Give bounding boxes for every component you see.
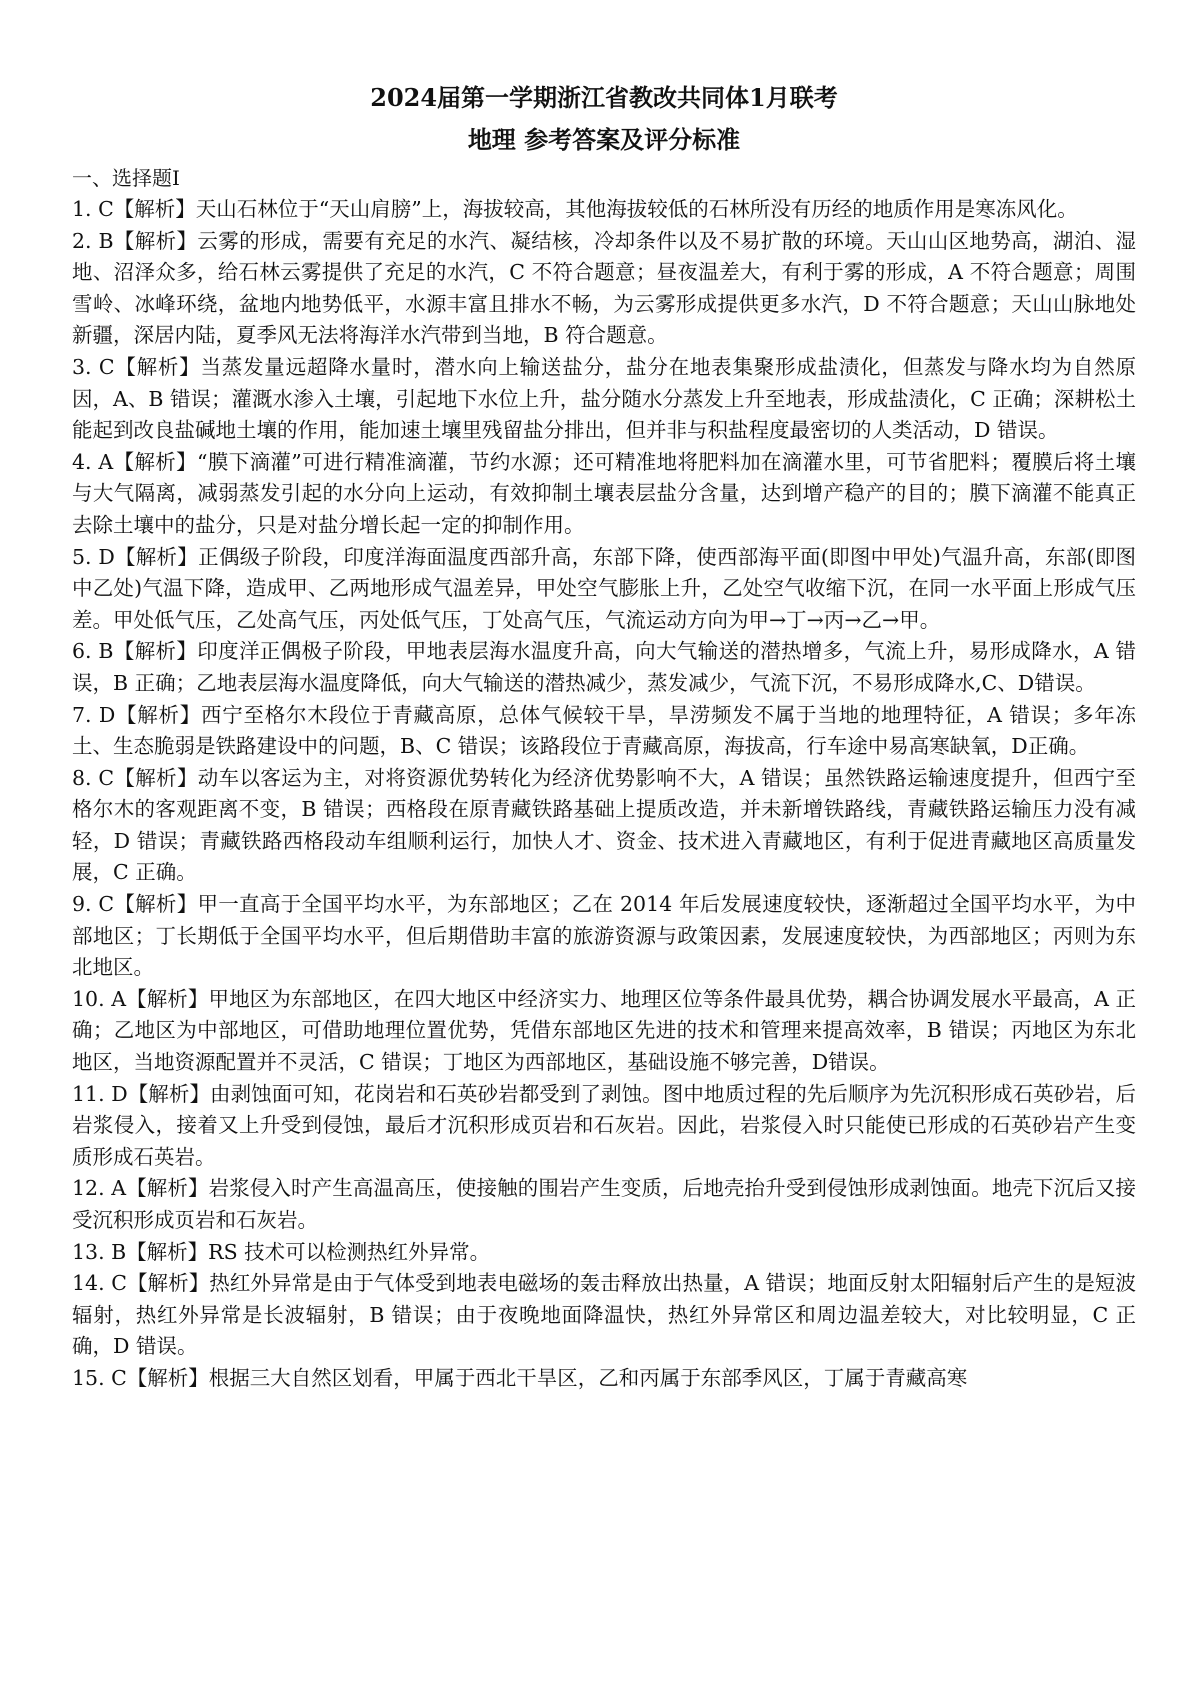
answer-item-9: 9. C【解析】甲一直高于全国平均水平，为东部地区；乙在 2014 年后发展速度较快，逐渐超过全国平均水平，为中部地区；丁长期低于全国平均水平，但后期借助丰富的旅游资源与政策因素，发展速度较快，为西部地区；丙则为东北地区。	[72, 892, 1136, 980]
answer-item-13: 13. B【解析】RS 技术可以检测热红外异常。	[72, 1239, 491, 1264]
answer-item-12: 12. A【解析】岩浆侵入时产生高温高压，使接触的围岩产生变质，后地壳抬升受到侵蚀形成剥蚀面。地壳下沉后又接受沉积形成页岩和石灰岩。	[72, 1176, 1136, 1232]
document-subtitle: 地理 参考答案及评分标准	[467, 125, 741, 154]
answer-item-8: 8. C【解析】动车以客运为主，对将资源优势转化为经济优势影响不大，A 错误；虽然铁路运输速度提升，但西宁至格尔木的客观距离不变，B 错误；西格段在原青藏铁路基础上提质改造，并未新增铁路线，青藏铁路运输压力没有减轻，D 错误；青藏铁路西格段动车组顺利运行，加快人才、资金、技术进入青藏地区，有利于促进青藏地区高质量发展，C 正确。	[72, 765, 1136, 885]
answer-item-7: 7. D【解析】西宁至格尔木段位于青藏高原，总体气候较干旱，旱涝频发不属于当地的地理特征，A 错误；多年冻土、生态脆弱是铁路建设中的问题，B、C 错误；该路段位于青藏高原，海拔高，行车途中易高寒缺氧，D正确。	[72, 702, 1136, 759]
answer-item-5: 5. D【解析】正偶级子阶段，印度洋海面温度西部升高，东部下降，使西部海平面(即图中甲处)气温升高，东部(即图中乙处)气温下降，造成甲、乙两地形成气温差异，甲处空气膨胀上升，乙处空气收缩下沉，在同一水平面上形成气压差。甲处低气压，乙处高气压，丙处低气压，丁处高气压，气流运动方向为甲→丁→丙→乙→甲。	[72, 544, 1136, 632]
answer-key-page	[72, 78, 1136, 1395]
answer-item-15: 15. C【解析】根据三大自然区划看，甲属于西北干旱区，乙和丙属于东部季风区，丁属于青藏高寒	[72, 1365, 968, 1390]
answer-item-2: 2. B【解析】云雾的形成，需要有充足的水汽、凝结核，冷却条件以及不易扩散的环境。天山山区地势高，湖泊、湿地、沼泽众多，给石林云雾提供了充足的水汽，C 不符合题意；昼夜温差大，有利于雾的形成，A 不符合题意；周围雪岭、冰峰环绕，盆地内地势低平，水源丰富且排水不畅，为云雾形成提供更多水汽，D 不符合题意；天山山脉地处新疆，深居内陆，夏季风无法将海洋水汽带到当地，B 符合题意。	[72, 228, 1136, 348]
answer-list	[72, 194, 1136, 1395]
answer-item-14: 14. C【解析】热红外异常是由于气体受到地表电磁场的轰击释放出热量，A 错误；地面反射太阳辐射后产生的是短波辐射，热红外异常是长波辐射，B 错误；由于夜晚地面降温快，热红外异常区和周边温差较大，对比较明显，C 正确，D 错误。	[72, 1271, 1136, 1359]
section-heading: 一、选择题Ⅰ	[72, 166, 180, 190]
answer-item-4: 4. A【解析】“膜下滴灌”可进行精准滴灌，节约水源；还可精准地将肥料加在滴灌水里，可节省肥料；覆膜后将土壤与大气隔离，减弱蒸发引起的水分向上运动，有效抑制土壤表层盐分含量，达到增产稳产的目的；膜下滴灌不能真正去除土壤中的盐分，只是对盐分增长起一定的抑制作用。	[72, 449, 1136, 537]
answer-item-3: 3. C【解析】当蒸发量远超降水量时，潜水向上输送盐分，盐分在地表集聚形成盐渍化，但蒸发与降水均为自然原因，A、B 错误；灌溉水渗入土壤，引起地下水位上升，盐分随水分蒸发上升至地表，形成盐渍化，C 正确；深耕松土能起到改良盐碱地土壤的作用，能加速土壤里残留盐分排出，但并非与积盐程度最密切的人类活动，D 错误。	[72, 354, 1136, 443]
answer-item-10: 10. A【解析】甲地区为东部地区，在四大地区中经济实力、地理区位等条件最具优势，耦合协调发展水平最高，A 正确；乙地区为中部地区，可借助地理位置优势，凭借东部地区先进的技术和管理来提高效率，B 错误；丙地区为东北地区，当地资源配置并不灵活，C 错误；丁地区为西部地区，基础设施不够完善，D错误。	[72, 986, 1136, 1075]
answer-item-1: 1. C【解析】天山石林位于“天山肩膀”上，海拔较高，其他海拔较低的石林所没有历经的地质作用是寒冻风化。	[72, 197, 1078, 221]
document-title: 2024届第一学期浙江省教改共同体1月联考	[370, 83, 838, 112]
answer-item-6: 6. B【解析】印度洋正偶极子阶段，甲地表层海水温度升高，向大气输送的潜热增多，气流上升，易形成降水，A 错误，B 正确；乙地表层海水温度降低，向大气输送的潜热减少，蒸发减少，气流下沉，不易形成降水,C、D错误。	[72, 639, 1136, 695]
answer-item-11: 11. D【解析】由剥蚀面可知，花岗岩和石英砂岩都受到了剥蚀。图中地质过程的先后顺序为先沉积形成石英砂岩，后岩浆侵入，接着又上升受到侵蚀，最后才沉积形成页岩和石灰岩。因此，岩浆侵入时只能使已形成的石英砂岩产生变质形成石英岩。	[72, 1081, 1136, 1169]
